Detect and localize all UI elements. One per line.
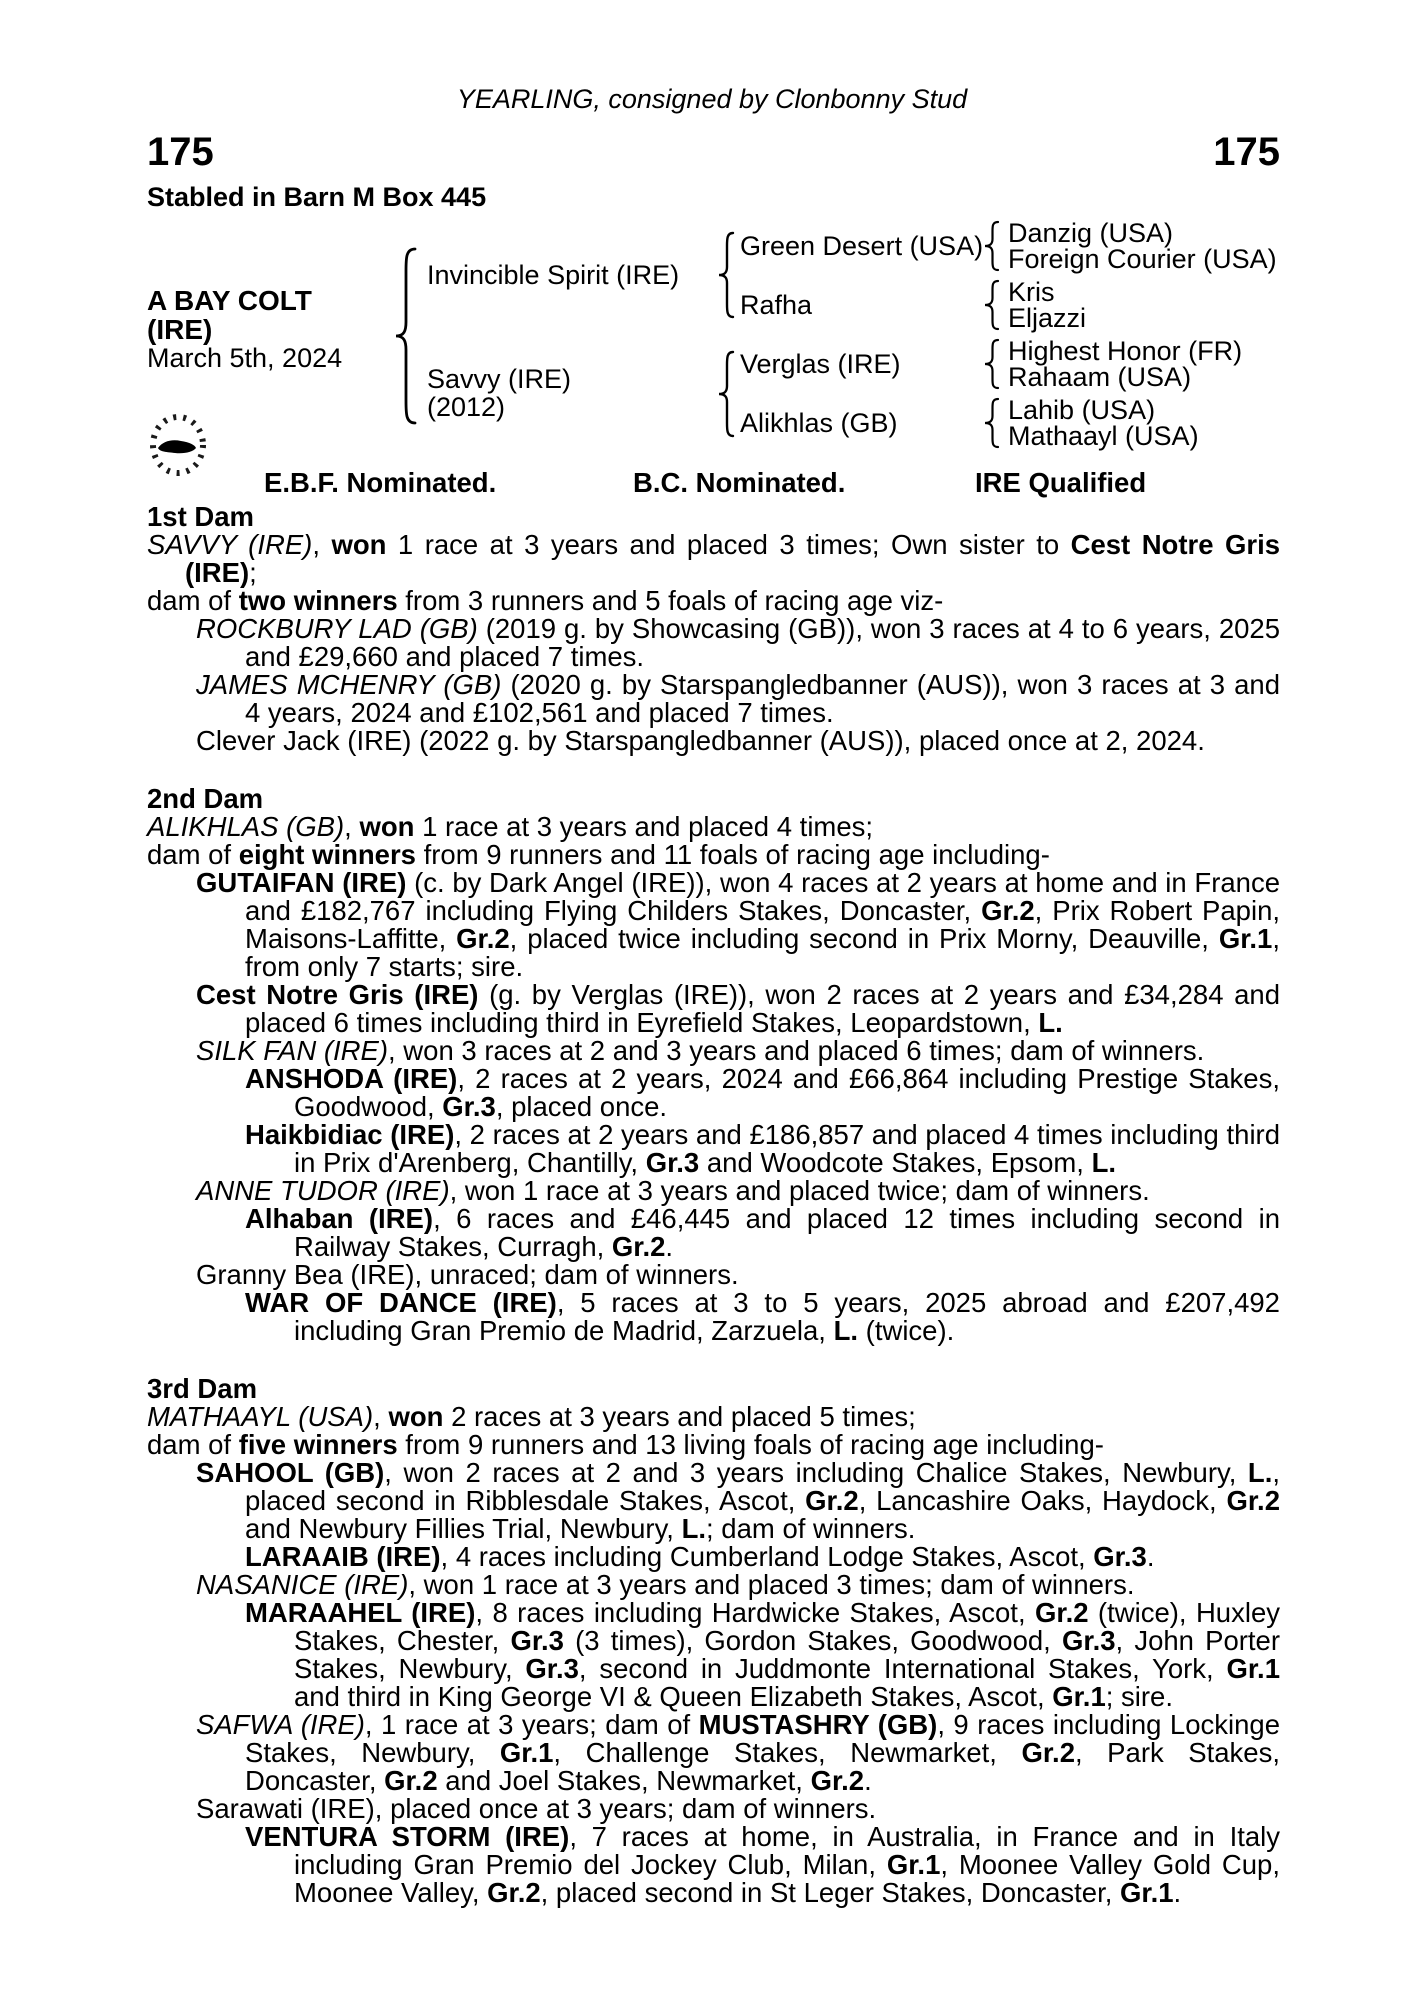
pedigree-text-entry: Haikbidiac (IRE), 2 races at 2 years and £186,857 and placed 4 times including third in Prix d'Arenberg, Chantilly, Gr.3 and Woodcote Stakes, Epsom, L. bbox=[245, 1119, 1281, 1178]
catalog-sections bbox=[147, 503, 1280, 1907]
sire-name: Invincible Spirit (IRE) bbox=[427, 260, 680, 290]
pedigree-text-entry: Clever Jack (IRE) (2022 g. by Starspangledbanner (AUS)), placed once at 2, 2024. bbox=[196, 725, 1205, 756]
great-grandsire-2: Kris bbox=[1008, 277, 1055, 307]
pedigree-brace-sire-parents bbox=[716, 231, 736, 319]
ire-qualified: IRE Qualified bbox=[975, 467, 1147, 498]
dam-section bbox=[147, 1375, 1280, 1907]
pedigree-text-entry: MATHAAYL (USA), won 2 races at 3 years and placed 5 times; bbox=[147, 1401, 916, 1432]
pedigree-text-entry: Alhaban (IRE), 6 races and £46,445 and placed 12 times including second in Railway Stakes, Curragh, Gr.2. bbox=[245, 1203, 1280, 1262]
stabling-info: Stabled in Barn M Box 445 bbox=[147, 182, 487, 212]
dam-section bbox=[147, 503, 1280, 755]
lot-number-left: 175 bbox=[147, 130, 214, 174]
grandsire-dam-side: Verglas (IRE) bbox=[740, 349, 901, 379]
grandsire-sire-side: Green Desert (USA) bbox=[740, 231, 984, 261]
great-grandsire-4: Lahib (USA) bbox=[1008, 395, 1156, 425]
pedigree-text-entry: Granny Bea (IRE), unraced; dam of winners. bbox=[196, 1259, 739, 1290]
section-title: 1st Dam bbox=[147, 501, 254, 532]
pedigree-text-entry: NASANICE (IRE), won 1 race at 3 years and placed 3 times; dam of winners. bbox=[196, 1569, 1135, 1600]
pedigree-text-entry: ANNE TUDOR (IRE), won 1 race at 3 years and placed twice; dam of winners. bbox=[196, 1175, 1150, 1206]
pedigree-text-entry: SAFWA (IRE), 1 race at 3 years; dam of MUSTASHRY (GB), 9 races including Lockinge Stakes, Newbury, Gr.1, Challenge Stakes, Newmarket, Gr.2, Park Stakes, Doncaster, Gr.2 and Joel Stakes, Newmarket, Gr.2. bbox=[196, 1709, 1281, 1796]
consignment-title: YEARLING, consigned by Clonbonny Stud bbox=[456, 84, 968, 114]
great-grandsire-1: Danzig (USA) bbox=[1008, 218, 1174, 248]
pedigree-text-entry: dam of two winners from 3 runners and 5 foals of racing age viz- bbox=[147, 585, 944, 616]
pedigree-text-entry: ANSHODA (IRE), 2 races at 2 years, 2024 and £66,864 including Prestige Stakes, Goodwood, Gr.3, placed once. bbox=[245, 1063, 1280, 1122]
pedigree-text-entry: LARAAIB (IRE), 4 races including Cumberland Lodge Stakes, Ascot, Gr.3. bbox=[245, 1541, 1155, 1572]
pedigree-text-entry: ROCKBURY LAD (GB) (2019 g. by Showcasing (GB)), won 3 races at 4 to 6 years, 2025 and £29,660 and placed 7 times. bbox=[196, 613, 1280, 672]
subject-name-line2: (IRE) bbox=[147, 314, 213, 345]
pedigree-brace-gen1 bbox=[392, 247, 418, 425]
pedigree-text-entry: MARAAHEL (IRE), 8 races including Hardwicke Stakes, Ascot, Gr.2 (twice), Huxley Stakes, Chester, Gr.3 (3 times), Gordon Stakes, Goodwood, Gr.3, John Porter Stakes, Newbury, Gr.3, second in Juddmonte International Stakes, York, Gr.1 and third in King George VI & Queen Elizabeth Stakes, Ascot, Gr.1; sire. bbox=[245, 1597, 1280, 1712]
pedigree-text-entry: Sarawati (IRE), placed once at 3 years; dam of winners. bbox=[196, 1793, 877, 1824]
granddam-dam-side: Alikhlas (GB) bbox=[740, 408, 898, 438]
pedigree-brace-g3-3 bbox=[980, 338, 1002, 390]
dam-section bbox=[147, 785, 1280, 1345]
pedigree-text-entry: dam of five winners from 9 runners and 13 living foals of racing age including- bbox=[147, 1429, 1104, 1460]
pedigree-text-entry: VENTURA STORM (IRE), 7 races at home, in Australia, in France and in Italy including Gran Premio del Jockey Club, Milan, Gr.1, Moonee Valley Gold Cup, Moonee Valley, Gr.2, placed second in St Leger Stakes, Doncaster, Gr.1. bbox=[245, 1821, 1281, 1908]
pedigree-text-entry: SILK FAN (IRE), won 3 races at 2 and 3 years and placed 6 times; dam of winners. bbox=[196, 1035, 1205, 1066]
subject-name-line1: A BAY COLT bbox=[147, 285, 312, 316]
pedigree-brace-g3-2 bbox=[980, 279, 1002, 331]
lot-number-right: 175 bbox=[1213, 130, 1280, 174]
pedigree-text-entry: dam of eight winners from 9 runners and 11 foals of racing age including- bbox=[147, 839, 1050, 870]
great-granddam-1: Foreign Courier (USA) bbox=[1008, 244, 1277, 274]
pedigree-text-entry: Cest Notre Gris (IRE) (g. by Verglas (IRE)), won 2 races at 2 years and £34,284 and placed 6 times including third in Eyrefield Stakes, Leopardstown, L. bbox=[196, 979, 1280, 1038]
stud-stamp-logo bbox=[148, 412, 208, 478]
ebf-nomination: E.B.F. Nominated. bbox=[264, 467, 497, 498]
pedigree-text-entry: SAHOOL (GB), won 2 races at 2 and 3 years including Chalice Stakes, Newbury, L., placed second in Ribblesdale Stakes, Ascot, Gr.2, Lancashire Oaks, Haydock, Gr.2 and Newbury Fillies Trial, Newbury, L.; dam of winners. bbox=[196, 1457, 1281, 1544]
dam-name: Savvy (IRE) bbox=[427, 364, 572, 394]
pedigree-text-entry: ALIKHLAS (GB), won 1 race at 3 years and placed 4 times; bbox=[147, 811, 874, 842]
subject-foaling-date: March 5th, 2024 bbox=[147, 343, 343, 373]
section-title: 2nd Dam bbox=[147, 783, 264, 814]
great-granddam-2: Eljazzi bbox=[1008, 303, 1087, 333]
granddam-sire-side: Rafha bbox=[740, 290, 813, 320]
pedigree-brace-dam-parents bbox=[716, 350, 736, 438]
pedigree-brace-g3-1 bbox=[980, 220, 1002, 272]
great-granddam-4: Mathaayl (USA) bbox=[1008, 421, 1199, 451]
pedigree-text-entry: WAR OF DANCE (IRE), 5 races at 3 to 5 years, 2025 abroad and £207,492 including Gran Premio de Madrid, Zarzuela, L. (twice). bbox=[245, 1287, 1280, 1346]
pedigree-text-entry: SAVVY (IRE), won 1 race at 3 years and placed 3 times; Own sister to Cest Notre Gris (IRE); bbox=[147, 529, 1280, 588]
great-grandsire-3: Highest Honor (FR) bbox=[1008, 336, 1243, 366]
pedigree-text-entry: JAMES MCHENRY (GB) (2020 g. by Starspangledbanner (AUS)), won 3 races at 3 and 4 years, 2024 and £102,561 and placed 7 times. bbox=[196, 669, 1280, 728]
pedigree-text-entry: GUTAIFAN (IRE) (c. by Dark Angel (IRE)), won 4 races at 2 years at home and in France and £182,767 including Flying Childers Stakes, Doncaster, Gr.2, Prix Robert Papin, Maisons-Laffitte, Gr.2, placed twice including second in Prix Morny, Deauville, Gr.1, from only 7 starts; sire. bbox=[196, 867, 1281, 982]
pedigree-brace-g3-4 bbox=[980, 397, 1002, 449]
great-granddam-3: Rahaam (USA) bbox=[1008, 362, 1192, 392]
section-title: 3rd Dam bbox=[147, 1373, 258, 1404]
dam-year: (2012) bbox=[427, 392, 506, 422]
bc-nomination: B.C. Nominated. bbox=[633, 467, 846, 498]
